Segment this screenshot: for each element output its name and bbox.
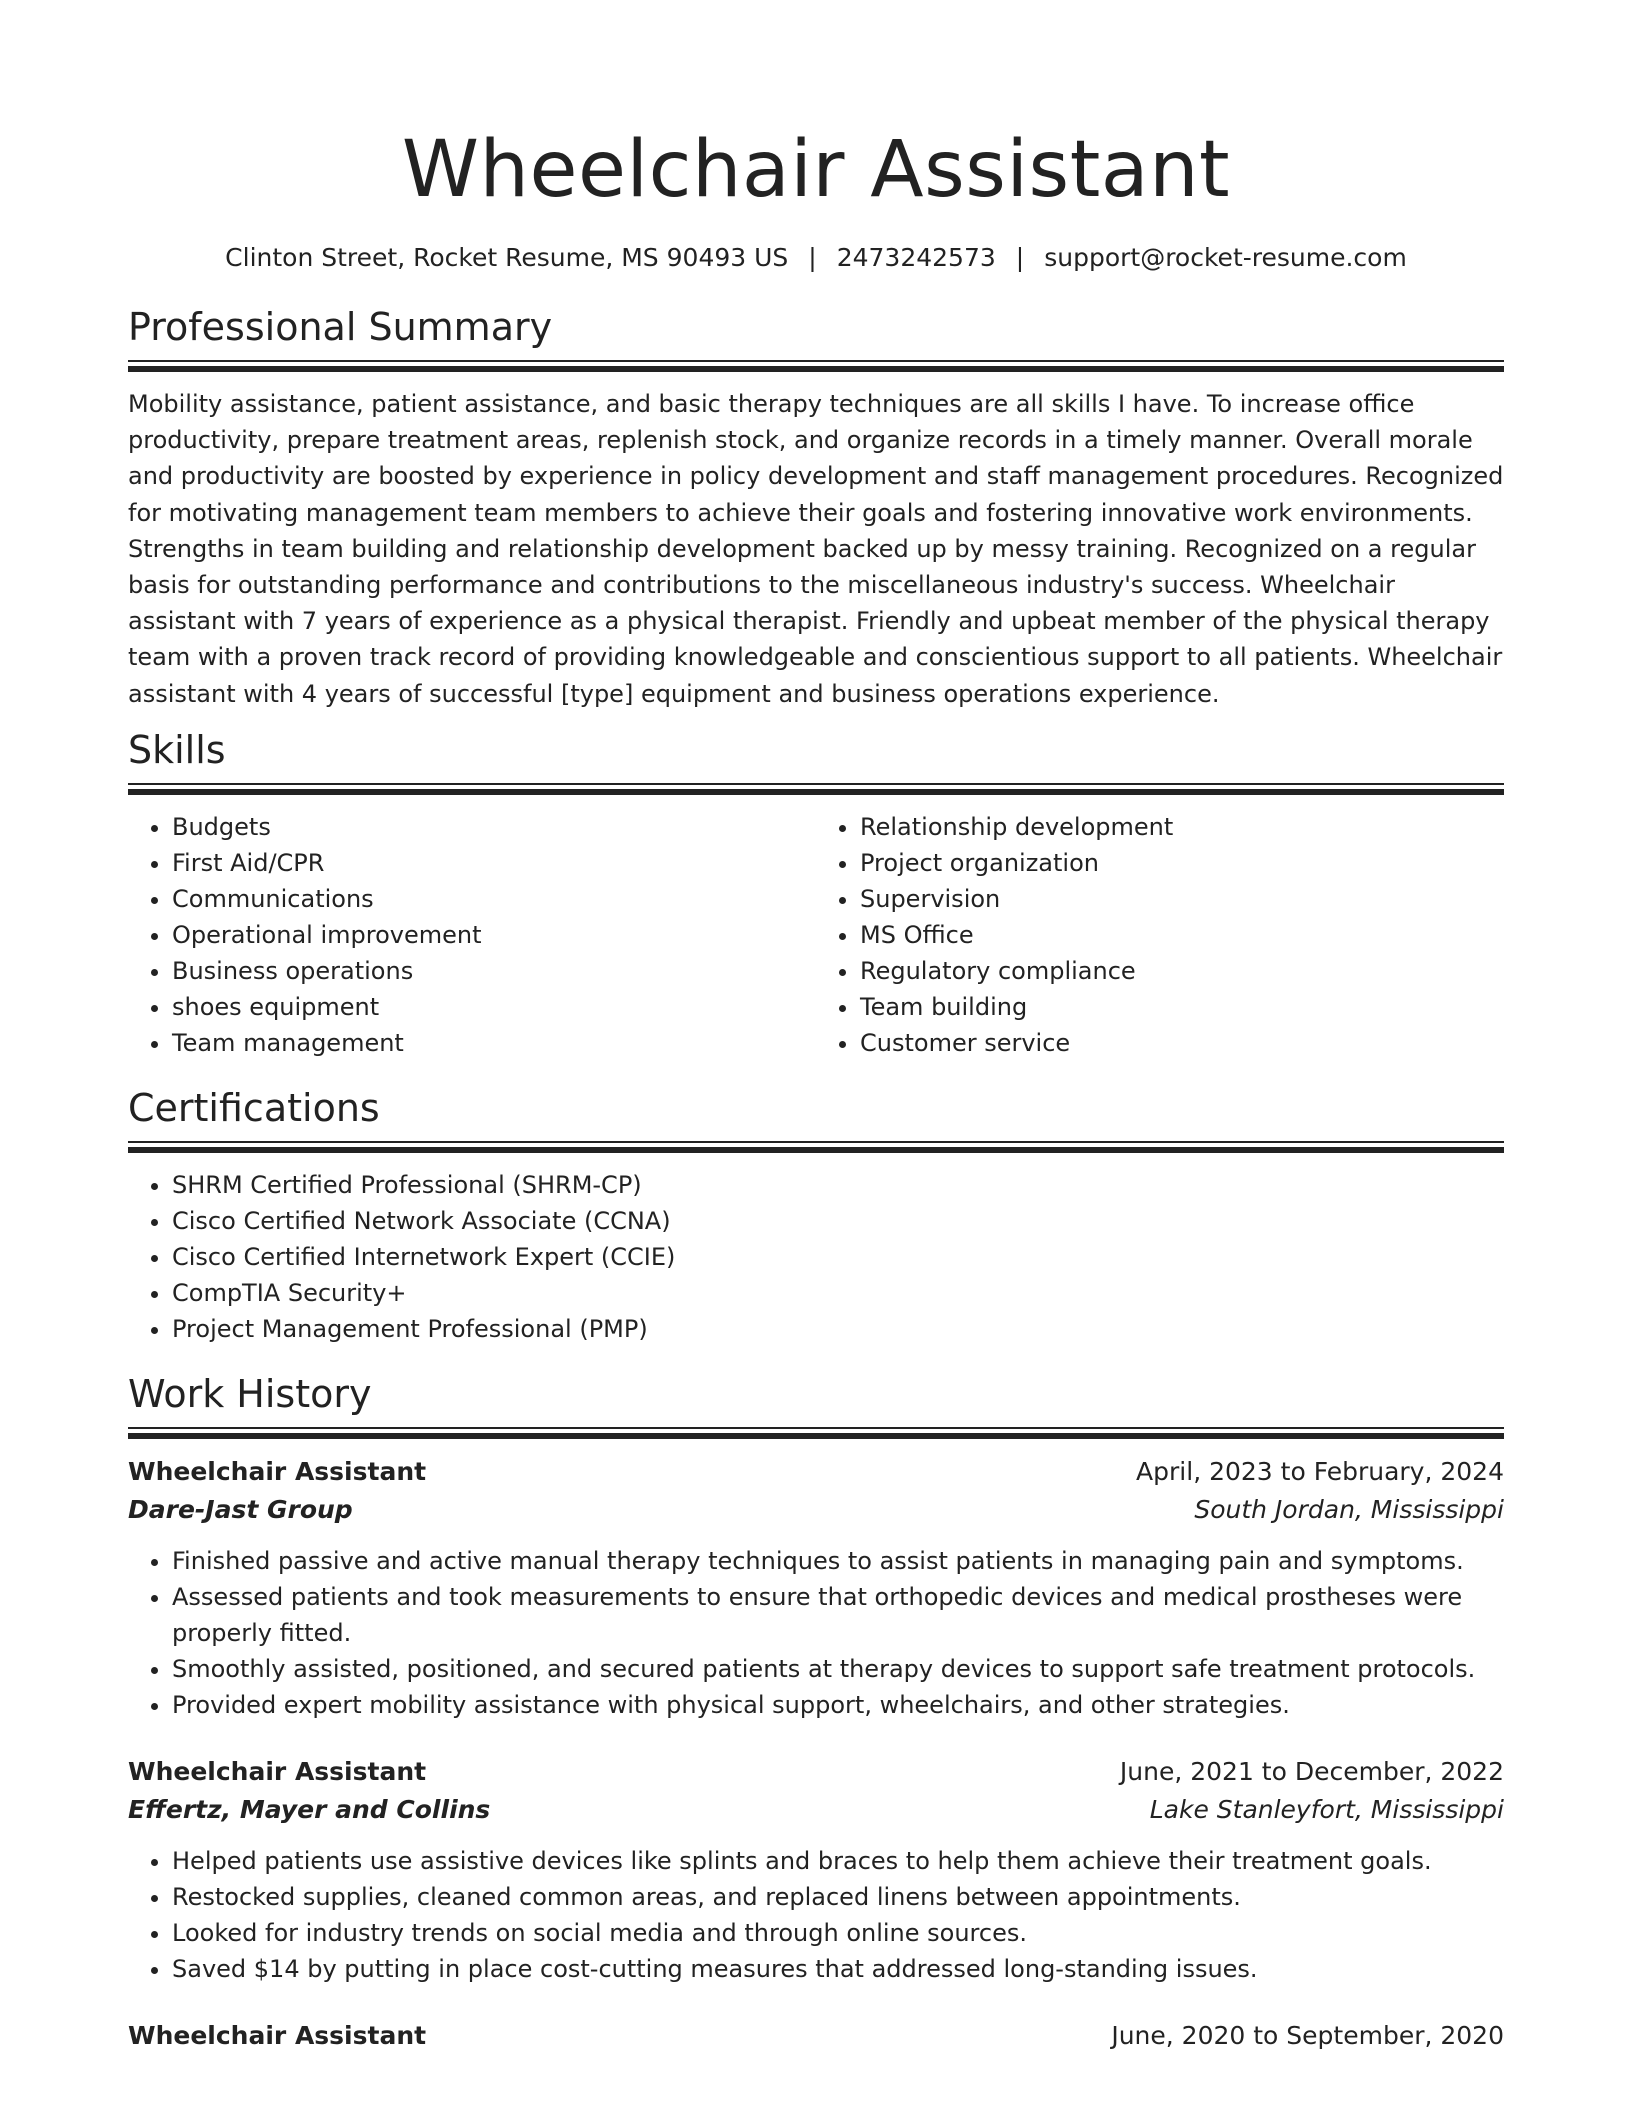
certification-item: • Cisco Certified Network Associate (CCNA): [172, 1203, 1504, 1239]
contact-address: Clinton Street, Rocket Resume, MS 90493 US: [225, 243, 789, 272]
contact-separator: |: [808, 243, 817, 272]
job-location: South Jordan, Mississippi: [1194, 1494, 1504, 1524]
section-divider: [128, 1141, 1504, 1153]
job-bullet: • Provided expert mobility assistance with physical support, wheelchairs, and other strategies.: [172, 1687, 1504, 1723]
skill-item: • Relationship development: [860, 809, 1504, 845]
job-bullet: • Saved $14 by putting in place cost-cutting measures that addressed long-standing issues.: [172, 1951, 1504, 1987]
job-bullet: • Helped patients use assistive devices like splints and braces to help them achieve their treatment goals.: [172, 1843, 1504, 1879]
summary-section: [128, 304, 1504, 712]
skill-item: • Team building: [860, 989, 1504, 1025]
job-subheader: [128, 1791, 1504, 1829]
certification-item: • CompTIA Security+: [172, 1275, 1504, 1311]
job-company: Effertz, Mayer and Collins: [128, 1794, 491, 1824]
work-history-heading: Work History: [128, 1371, 372, 1416]
skills-heading: Skills: [128, 727, 226, 772]
job-dates: June, 2021 to December, 2022: [1119, 1756, 1504, 1786]
job-bullets: [128, 1843, 1504, 1987]
contact-line: [128, 242, 1504, 274]
job-entry: [128, 2017, 1504, 2055]
job-bullet: • Restocked supplies, cleaned common areas, and replaced linens between appointments.: [172, 1879, 1504, 1915]
section-divider: [128, 1427, 1504, 1439]
skill-item: • Business operations: [172, 953, 816, 989]
candidate-name: Wheelchair Assistant: [401, 125, 1231, 215]
certifications-list: [128, 1167, 1504, 1347]
certifications-heading: Certifications: [128, 1085, 380, 1130]
skill-item: • Team management: [172, 1025, 816, 1061]
job-bullets: [128, 1543, 1504, 1723]
contact-email: support@rocket-resume.com: [1044, 243, 1407, 272]
job-header: [128, 2017, 1504, 2055]
job-bullet: • Assessed patients and took measurements to ensure that orthopedic devices and medical prostheses were properly fitted.: [172, 1579, 1504, 1651]
skill-item: • Customer service: [860, 1025, 1504, 1061]
job-bullet: • Looked for industry trends on social media and through online sources.: [172, 1915, 1504, 1951]
job-location: Lake Stanleyfort, Mississippi: [1149, 1794, 1504, 1824]
skills-list-right: [816, 809, 1504, 1061]
summary-text: Mobility assistance, patient assistance, and basic therapy techniques are all skills I have. To increase office productivity, prepare treatment areas, replenish stock, and organize records in a timely manner. Overall morale and productivity are boosted by experience in policy development and staff management procedures. Recognized for motivating management team members to achieve their goals and fostering innovative work environments. Strengths in team building and relationship development backed up by messy training. Recognized on a regular basis for outstanding performance and contributions to the miscellaneous industry's success. Wheelchair assistant with 7 years of experience as a physical therapist. Friendly and upbeat member of the physical therapy team with a proven track record of providing knowledgeable and conscientious support to all patients. Wheelchair assistant with 4 years of successful [type] equipment and business operations experience.: [128, 390, 1504, 708]
skills-section: [128, 727, 1504, 1061]
certification-item: • Project Management Professional (PMP): [172, 1311, 1504, 1347]
skills-grid: [128, 809, 1504, 1061]
job-company: Dare-Jast Group: [128, 1494, 353, 1524]
certifications-section: [128, 1085, 1504, 1347]
job-title: Wheelchair Assistant: [128, 1756, 427, 1786]
job-header: [128, 1753, 1504, 1791]
skill-item: • Supervision: [860, 881, 1504, 917]
skill-item: • Budgets: [172, 809, 816, 845]
skill-item: • First Aid/CPR: [172, 845, 816, 881]
section-divider: [128, 783, 1504, 795]
job-bullet: • Finished passive and active manual therapy techniques to assist patients in managing pain and symptoms.: [172, 1543, 1504, 1579]
job-title: Wheelchair Assistant: [128, 2020, 427, 2050]
job-title: Wheelchair Assistant: [128, 1456, 427, 1486]
skill-item: • shoes equipment: [172, 989, 816, 1025]
skill-item: • Communications: [172, 881, 816, 917]
skill-item: • MS Office: [860, 917, 1504, 953]
certification-item: • Cisco Certified Internetwork Expert (CCIE): [172, 1239, 1504, 1275]
job-entry: [128, 1453, 1504, 1723]
skills-list-left: [128, 809, 816, 1061]
job-entry: [128, 1753, 1504, 1987]
work-history-section: [128, 1371, 1504, 2055]
job-bullet: • Smoothly assisted, positioned, and secured patients at therapy devices to support safe treatment protocols.: [172, 1651, 1504, 1687]
job-subheader: [128, 1491, 1504, 1529]
section-divider: [128, 360, 1504, 372]
skill-item: • Project organization: [860, 845, 1504, 881]
job-header: [128, 1453, 1504, 1491]
summary-heading: Professional Summary: [128, 305, 553, 349]
job-dates: April, 2023 to February, 2024: [1136, 1456, 1504, 1486]
contact-phone: 2473242573: [836, 243, 996, 272]
contact-separator: |: [1015, 243, 1025, 272]
skill-item: • Operational improvement: [172, 917, 816, 953]
skill-item: • Regulatory compliance: [860, 953, 1504, 989]
certification-item: • SHRM Certified Professional (SHRM-CP): [172, 1167, 1504, 1203]
job-dates: June, 2020 to September, 2020: [1111, 2020, 1504, 2050]
